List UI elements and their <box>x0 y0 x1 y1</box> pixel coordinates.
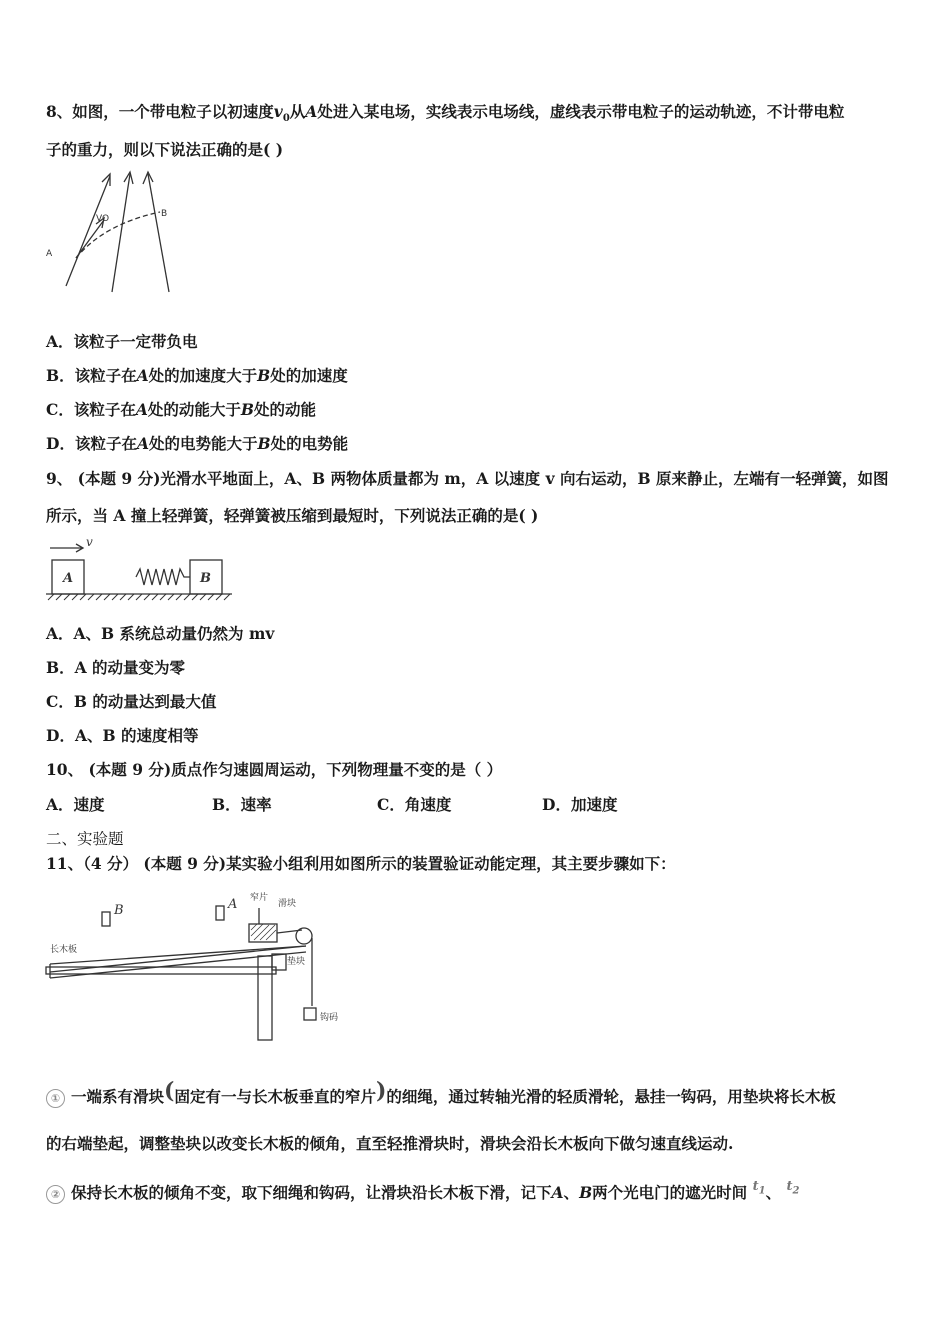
q11-step1-line1: ① 一端系有滑块(固定有一与长木板垂直的窄片)的细绳，通过转轴光滑的轻质滑轮，悬挂一钩码，用垫块将长木板 <box>46 1080 836 1108</box>
q8-option-C[interactable]: C．该粒子在A处的动能大于B处的动能 <box>46 400 317 419</box>
field-line-1 <box>66 176 110 286</box>
velocity-label: v <box>86 536 93 549</box>
block-B-label: B <box>200 571 211 586</box>
gate-A-label: A <box>228 897 238 912</box>
q10-option-B[interactable]: B．速率 <box>212 795 272 814</box>
base-plank <box>46 967 276 974</box>
q8-option-A[interactable]: A．该粒子一定带负电 <box>46 332 198 351</box>
long-board-top <box>50 946 306 972</box>
q10-option-D[interactable]: D．加速度 <box>542 795 618 814</box>
q10-option-A[interactable]: A．速度 <box>46 795 105 814</box>
slider-label: 滑块 <box>278 899 297 909</box>
q9-option-D[interactable]: D．A、B 的速度相等 <box>46 726 199 745</box>
v0-label: VO <box>96 214 110 224</box>
q11-step1-line2: 的右端垫起，调整垫块以改变长木板的倾角，直至轻推滑块时，滑块会沿长木板向下做匀速直线运动. <box>46 1134 734 1153</box>
q11-step2-line1: ② 保持长木板的倾角不变，取下细绳和钩码，让滑块沿长木板下滑，记下A、B两个光电门的遮光时间 $^{t_1}$、 $^{t_2}$ <box>46 1176 799 1204</box>
q9-spring-blocks-figure <box>44 536 234 606</box>
gate-B-label: B <box>114 903 124 918</box>
q11-line1: 11、（4 分） (本题 9 分)某实验小组利用如图所示的装置验证动能定理，其主要步骤如下： <box>46 854 676 873</box>
step-1-number: ① <box>46 1089 65 1108</box>
section-title: 二、实验题 <box>46 830 124 848</box>
photogate-A <box>216 906 224 920</box>
q9-option-A[interactable]: A．A、B 系统总动量仍然为 mv <box>46 624 275 643</box>
board-label: 长木板 <box>50 945 78 955</box>
q10-option-C[interactable]: C．角速度 <box>377 795 452 814</box>
weight-label: 钩码 <box>320 1013 339 1023</box>
spring <box>136 569 190 585</box>
point-B-label: B <box>161 209 168 219</box>
pad-label: 垫块 <box>287 957 306 967</box>
photogate-B <box>102 912 110 926</box>
q9-option-B[interactable]: B．A 的动量变为零 <box>46 658 186 677</box>
step-2-number: ② <box>46 1185 65 1204</box>
q9-option-C[interactable]: C．B 的动量达到最大值 <box>46 692 217 711</box>
q8-electric-field-figure <box>44 168 184 298</box>
table-leg <box>258 956 272 1040</box>
field-line-3-arrow <box>143 172 153 184</box>
t1-symbol: t1 <box>752 1179 766 1197</box>
q11-apparatus-figure <box>44 886 344 1046</box>
q9-line2: 所示，当 A 撞上轻弹簧，轻弹簧被压缩到最短时，下列说法正确的是( ) <box>46 506 539 525</box>
point-A-label: A <box>46 249 53 259</box>
q9-line1: 9、 (本题 9 分)光滑水平地面上，A、B 两物体质量都为 m，A 以速度 v 向右运动，B 原来静止，左端有一轻弹簧，如图 <box>46 469 889 488</box>
q8-option-B[interactable]: B．该粒子在A处的加速度大于B处的加速度 <box>46 366 348 385</box>
field-line-2 <box>112 174 130 292</box>
field-line-3 <box>148 174 169 292</box>
q8-line2: 子的重力，则以下说法正确的是( ) <box>46 140 284 159</box>
weight <box>304 1008 316 1020</box>
pulley <box>296 928 312 944</box>
q8-line1: 8、如图，一个带电粒子以初速度$v_0$从A处进入某电场，实线表示电场线，虚线表示带电粒子的运动轨迹，不计带电粒 <box>46 102 845 125</box>
q8-option-D[interactable]: D．该粒子在A处的电势能大于B处的电势能 <box>46 434 349 453</box>
q10-line1: 10、 (本题 9 分)质点作匀速圆周运动，下列物理量不变的是（ ） <box>46 760 503 779</box>
slit-label: 窄片 <box>250 893 269 903</box>
block-A-label: A <box>63 571 74 586</box>
t2-symbol: t2 <box>786 1179 800 1197</box>
